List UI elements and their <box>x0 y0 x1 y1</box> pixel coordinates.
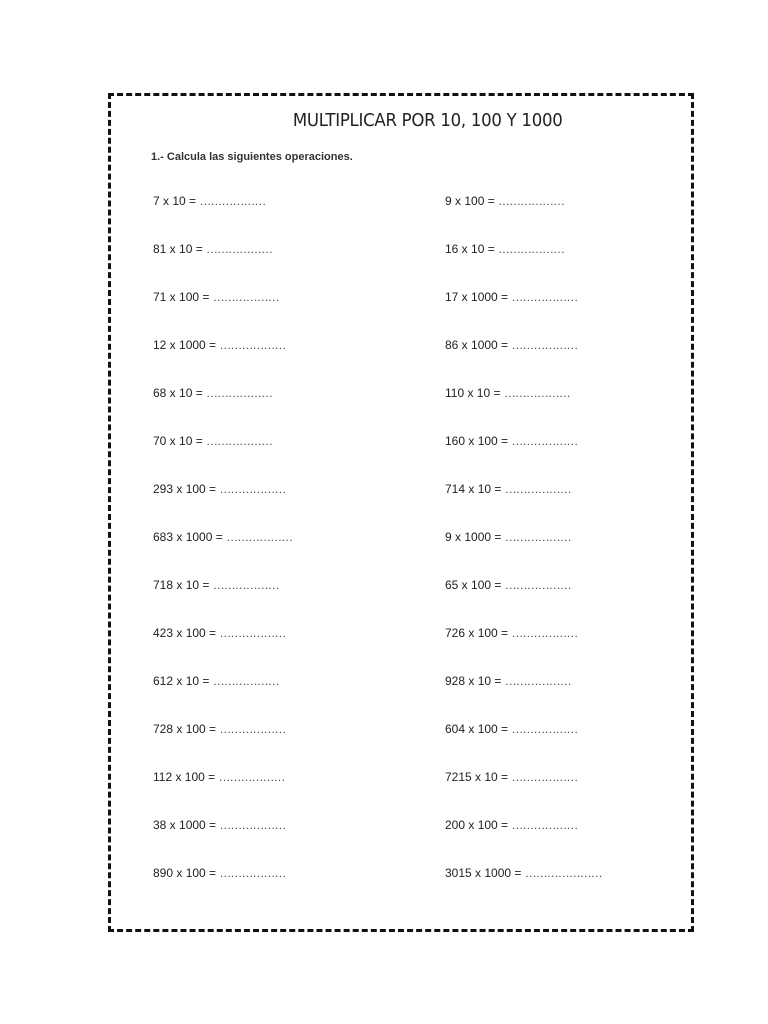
exercise-item <box>153 770 292 818</box>
answer-blank: ……………… <box>226 530 293 544</box>
answer-blank: ……………… <box>511 290 578 304</box>
exercise-item <box>153 194 292 242</box>
exercise-operation: 12 x 1000 = <box>153 338 220 352</box>
answer-blank: ……………… <box>511 770 578 784</box>
exercise-operation: 9 x 1000 = <box>445 530 505 544</box>
exercise-operation: 718 x 10 = <box>153 578 213 592</box>
exercise-operation: 86 x 1000 = <box>445 338 512 352</box>
answer-blank: ……………… <box>199 194 266 208</box>
exercise-operation: 3015 x 1000 = <box>445 866 525 880</box>
answer-blank: ……………… <box>219 482 286 496</box>
exercise-item <box>153 818 292 866</box>
exercise-item <box>153 434 292 482</box>
exercise-item <box>445 578 602 626</box>
exercise-item <box>153 386 292 434</box>
exercise-item <box>153 866 292 914</box>
left-exercise-column <box>153 194 292 914</box>
exercise-operation: 714 x 10 = <box>445 482 505 496</box>
exercise-operation: 890 x 100 = <box>153 866 220 880</box>
instruction-text: 1.- Calcula las siguientes operaciones. <box>151 151 353 163</box>
exercise-operation: 200 x 100 = <box>445 818 512 832</box>
exercise-operation: 112 x 100 = <box>153 770 219 784</box>
exercise-operation: 683 x 1000 = <box>153 530 227 544</box>
exercise-item <box>445 194 602 242</box>
exercise-operation: 9 x 100 = <box>445 194 499 208</box>
answer-blank: ……………… <box>504 674 571 688</box>
answer-blank: ……………… <box>212 578 279 592</box>
answer-blank: ……………… <box>504 578 571 592</box>
exercise-operation: 71 x 100 = <box>153 290 213 304</box>
exercise-item <box>445 434 602 482</box>
answer-blank: ……………… <box>212 674 279 688</box>
exercise-item <box>153 242 292 290</box>
exercise-item <box>445 866 602 914</box>
answer-blank: ……………… <box>504 530 571 544</box>
exercise-operation: 17 x 1000 = <box>445 290 512 304</box>
answer-blank: ……………… <box>218 770 285 784</box>
exercise-operation: 612 x 10 = <box>153 674 213 688</box>
exercise-item <box>445 290 602 338</box>
exercise-operation: 68 x 10 = <box>153 386 207 400</box>
exercise-item <box>445 818 602 866</box>
exercise-item <box>445 722 602 770</box>
page-title: MULTIPLICAR POR 10, 100 Y 1000 <box>292 110 563 131</box>
worksheet-sheet <box>108 93 694 932</box>
exercise-item <box>445 338 602 386</box>
answer-blank: ……………… <box>219 818 286 832</box>
exercise-item <box>445 626 602 674</box>
exercise-operation: 7215 x 10 = <box>445 770 512 784</box>
exercise-operation: 928 x 10 = <box>445 674 505 688</box>
answer-blank: ……………… <box>511 722 578 736</box>
exercise-operation: 423 x 100 = <box>153 626 220 640</box>
exercise-item <box>153 338 292 386</box>
exercise-item <box>153 482 292 530</box>
answer-blank: ……………… <box>219 866 286 880</box>
exercise-operation: 65 x 100 = <box>445 578 505 592</box>
exercise-item <box>445 386 602 434</box>
exercise-operation: 293 x 100 = <box>153 482 220 496</box>
exercise-operation: 728 x 100 = <box>153 722 220 736</box>
exercise-item <box>445 530 602 578</box>
answer-blank: ……………… <box>219 722 286 736</box>
answer-blank: ……………… <box>511 626 578 640</box>
answer-blank: ……………… <box>498 242 565 256</box>
answer-blank: ……………… <box>219 626 286 640</box>
right-exercise-column <box>445 194 602 914</box>
answer-blank: ……………… <box>511 338 578 352</box>
exercise-operation: 16 x 10 = <box>445 242 499 256</box>
exercise-item <box>445 674 602 722</box>
exercise-item <box>445 770 602 818</box>
answer-blank: ……………… <box>511 818 578 832</box>
answer-blank: ………………… <box>524 866 602 880</box>
exercise-operation: 81 x 10 = <box>153 242 207 256</box>
exercise-operation: 110 x 10 = <box>445 386 504 400</box>
answer-blank: ……………… <box>503 386 570 400</box>
exercise-item <box>153 722 292 770</box>
answer-blank: ……………… <box>504 482 571 496</box>
answer-blank: ……………… <box>498 194 565 208</box>
exercise-operation: 726 x 100 = <box>445 626 512 640</box>
exercise-operation: 160 x 100 = <box>445 434 512 448</box>
exercise-item <box>153 290 292 338</box>
answer-blank: ……………… <box>206 434 273 448</box>
exercise-operation: 70 x 10 = <box>153 434 207 448</box>
answer-blank: ……………… <box>212 290 279 304</box>
exercise-operation: 604 x 100 = <box>445 722 512 736</box>
answer-blank: ……………… <box>206 242 273 256</box>
exercise-operation: 7 x 10 = <box>153 194 200 208</box>
exercise-item <box>445 242 602 290</box>
exercise-item <box>153 578 292 626</box>
answer-blank: ……………… <box>206 386 273 400</box>
answer-blank: ……………… <box>511 434 578 448</box>
answer-blank: ……………… <box>219 338 286 352</box>
exercise-operation: 38 x 1000 = <box>153 818 220 832</box>
exercise-item <box>445 482 602 530</box>
exercise-item <box>153 626 292 674</box>
exercise-item <box>153 530 292 578</box>
exercise-item <box>153 674 292 722</box>
